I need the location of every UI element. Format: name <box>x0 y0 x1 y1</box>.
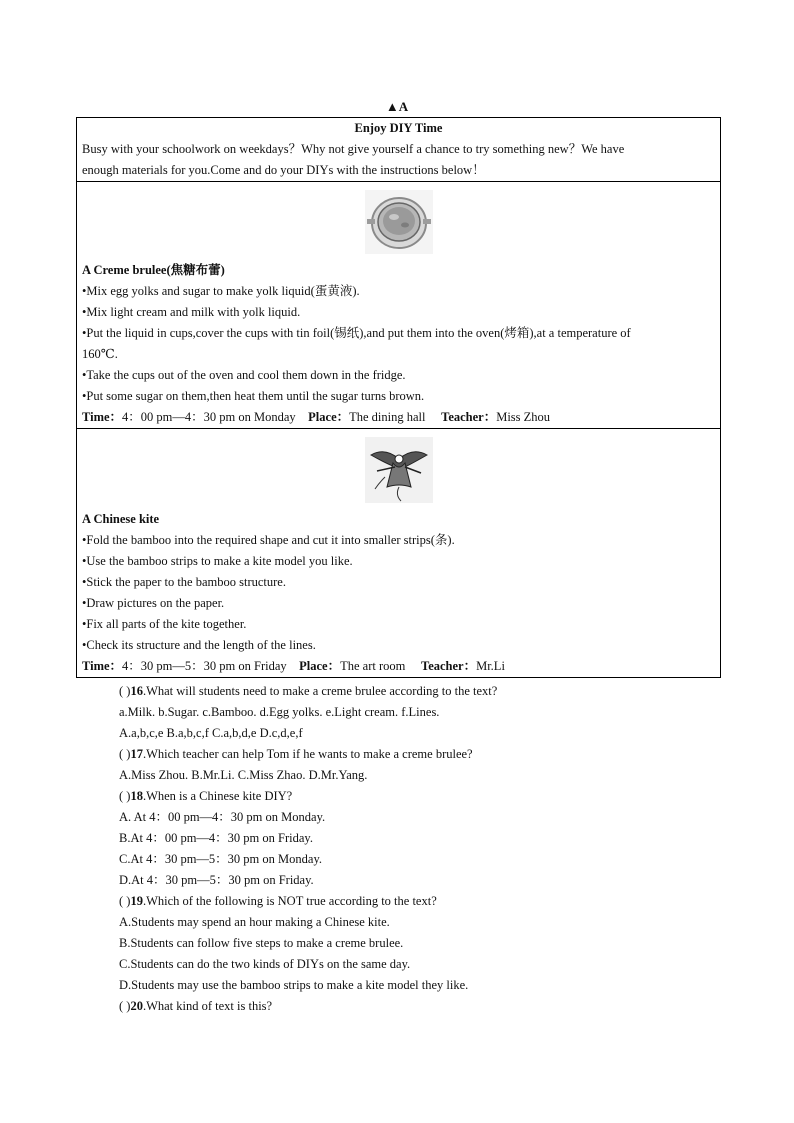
kite-row <box>77 429 721 678</box>
question-text: .What will students need to make a creme brulee according to the text? <box>142 684 498 698</box>
question-option: A.a,b,c,e B.a,b,c,f C.a,b,d,e D.c,d,e,f <box>119 726 303 740</box>
question-18 <box>119 786 719 891</box>
question-option: C.Students can do the two kinds of DIYs on the same day. <box>119 957 411 971</box>
intro-line: enough materials for you.Come and do your DIYs with the instructions below！ <box>82 163 485 177</box>
question-option: D.At 4：30 pm—5：30 pm on Friday. <box>119 873 314 887</box>
section-label: ▲A <box>385 99 409 114</box>
question-number: 16 <box>130 684 143 698</box>
creme-cell <box>77 182 721 429</box>
question-option: A.Students may spend an hour making a Chinese kite. <box>119 915 390 929</box>
teacher-value: Miss Zhou <box>496 410 551 424</box>
question-option: D.Students may use the bamboo strips to make a kite model they like. <box>119 978 469 992</box>
question-option: A.Miss Zhou. B.Mr.Li. C.Miss Zhao. D.Mr.Yang. <box>119 768 368 782</box>
creme-step: •Mix egg yolks and sugar to make yolk liquid(蛋黄液). <box>82 284 360 298</box>
kite-step: •Check its structure and the length of the lines. <box>82 638 316 652</box>
time-label: Time： <box>82 659 123 673</box>
intro-title: Enjoy DIY Time <box>354 121 443 135</box>
question-text: .When is a Chinese kite DIY? <box>142 789 293 803</box>
question-number: 17 <box>130 747 143 761</box>
kite-meta <box>82 656 715 677</box>
answer-blank[interactable]: ( ) <box>119 789 131 803</box>
creme-heading: A Creme brulee(焦糖布蕾) <box>82 263 225 277</box>
answer-blank[interactable]: ( ) <box>119 747 131 761</box>
kite-step: •Draw pictures on the paper. <box>82 596 225 610</box>
question-option: C.At 4：30 pm—5：30 pm on Monday. <box>119 852 323 866</box>
creme-meta <box>82 407 715 428</box>
place-value: The dining hall <box>349 410 426 424</box>
intro-row <box>77 118 721 182</box>
question-option: A. At 4：00 pm—4：30 pm on Monday. <box>119 810 326 824</box>
creme-step: •Take the cups out of the oven and cool them down in the fridge. <box>82 368 406 382</box>
intro-line: Busy with your schoolwork on weekdays？Why not give yourself a chance to try something new？We have <box>82 142 625 156</box>
question-16 <box>119 681 719 744</box>
kite-heading: A Chinese kite <box>82 512 160 526</box>
question-option: a.Milk. b.Sugar. c.Bamboo. d.Egg yolks. e.Light cream. f.Lines. <box>119 705 440 719</box>
question-19 <box>119 891 719 996</box>
answer-blank[interactable]: ( ) <box>119 894 131 908</box>
kite-image <box>365 437 433 503</box>
creme-step: •Put the liquid in cups,cover the cups with tin foil(锡纸),and put them into the oven(烤箱),at a temperature of <box>82 326 631 340</box>
question-text: .What kind of text is this? <box>142 999 273 1013</box>
creme-brulee-image <box>365 190 433 254</box>
kite-cell <box>77 429 721 678</box>
question-number: 18 <box>130 789 143 803</box>
question-number: 20 <box>130 999 143 1013</box>
questions-list <box>119 681 719 1017</box>
question-option: B.At 4：00 pm—4：30 pm on Friday. <box>119 831 313 845</box>
answer-blank[interactable]: ( ) <box>119 999 131 1013</box>
creme-step: 160℃. <box>82 347 118 361</box>
teacher-value: Mr.Li <box>476 659 505 673</box>
question-option: B.Students can follow five steps to make a creme brulee. <box>119 936 404 950</box>
diy-table <box>76 117 721 678</box>
time-label: Time： <box>82 410 123 424</box>
question-20 <box>119 996 719 1017</box>
place-value: The art room <box>340 659 406 673</box>
creme-step: •Put some sugar on them,then heat them until the sugar turns brown. <box>82 389 425 403</box>
time-value: 4：30 pm—5：30 pm on Friday <box>122 659 287 673</box>
question-17 <box>119 744 719 786</box>
answer-blank[interactable]: ( ) <box>119 684 131 698</box>
intro-cell <box>77 118 721 182</box>
place-label: Place： <box>308 410 350 424</box>
creme-step: •Mix light cream and milk with yolk liquid. <box>82 305 301 319</box>
time-value: 4：00 pm—4：30 pm on Monday <box>122 410 296 424</box>
creme-row <box>77 182 721 429</box>
kite-step: •Fix all parts of the kite together. <box>82 617 247 631</box>
kite-step: •Stick the paper to the bamboo structure. <box>82 575 286 589</box>
teacher-label: Teacher： <box>441 410 497 424</box>
place-label: Place： <box>299 659 341 673</box>
kite-step: •Fold the bamboo into the required shape and cut it into smaller strips(条). <box>82 533 455 547</box>
kite-step: •Use the bamboo strips to make a kite model you like. <box>82 554 353 568</box>
teacher-label: Teacher： <box>421 659 477 673</box>
question-text: .Which teacher can help Tom if he wants to make a creme brulee? <box>142 747 473 761</box>
question-text: .Which of the following is NOT true according to the text? <box>142 894 437 908</box>
question-number: 19 <box>130 894 143 908</box>
